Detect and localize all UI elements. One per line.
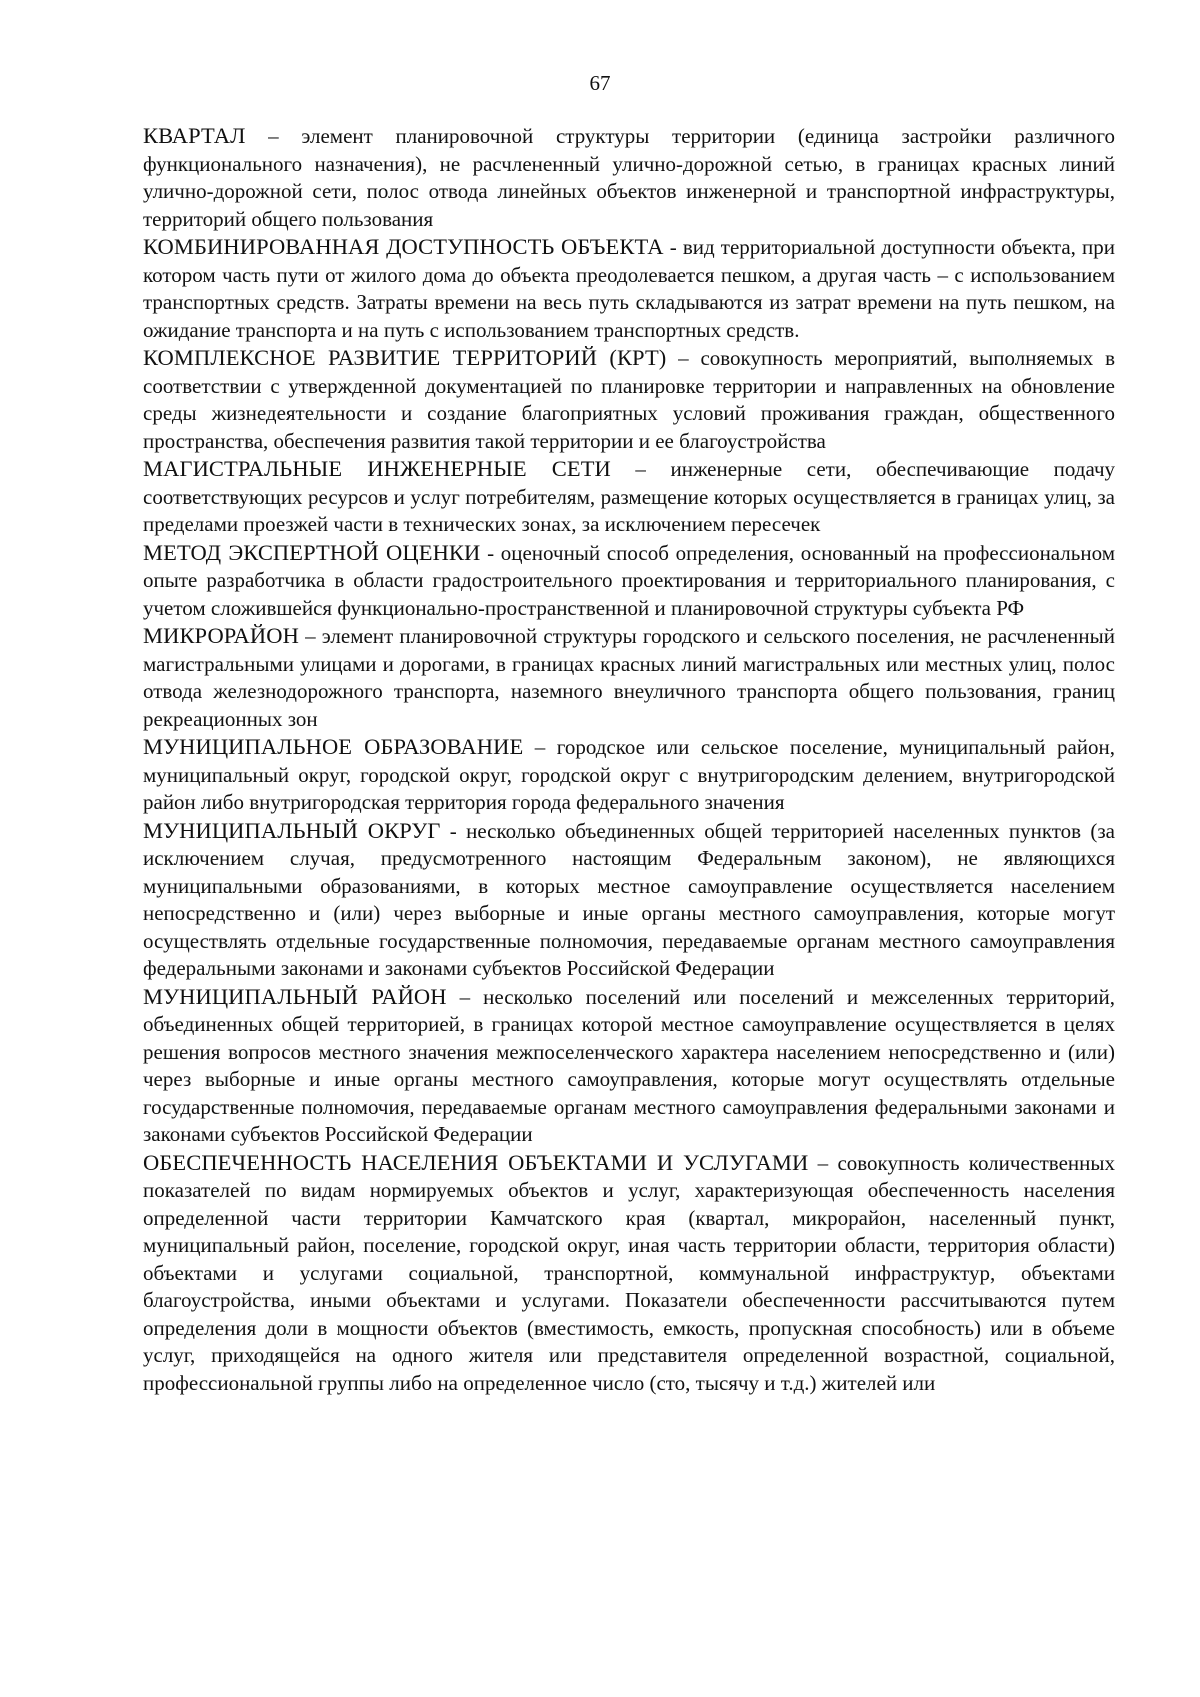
entry-separator: –	[298, 624, 322, 648]
entry-separator: -	[440, 818, 467, 843]
entry-term: КВАРТАЛ	[143, 123, 246, 148]
entry-term: МАГИСТРАЛЬНЫЕ ИНЖЕНЕРНЫЕ СЕТИ	[143, 456, 611, 481]
entry-separator: -	[663, 235, 683, 259]
entry-separator: –	[446, 984, 484, 1009]
entry-separator: –	[523, 735, 557, 759]
entry-separator: –	[808, 1150, 838, 1175]
entry-definition: инженерные сети, обеспечивающие подачу соответствующих ресурсов и услуг потребителям, размещение которых осуществляется в границах улиц, за пределами проезжей части в технических зонах, за исключением пересечек	[143, 457, 1116, 536]
entry-definition: совокупность количественных показателей по видам нормируемых объектов и услуг, характеризующая обеспеченность населения определенной части территории Камчатского края (квартал, микрорайон, населенный пункт, муниципальный район, поселение, городской округ, иная часть территории области, территория области) объектами и услугами социальной, транспортной, коммунальной инфраструктур, объектами благоустройства, иными объектами и услугами. Показатели обеспеченности рассчитываются путем определения доли в мощности объектов (вместимость, емкость, пропускная способность) или в объеме услуг, приходящейся на одного жителя или представителя определенной возрастной, социальной, профессиональной группы либо на определенное число (сто, тысячу и т.д.) жителей или	[143, 1150, 1115, 1395]
entry-definition: несколько поселений или поселений и межселенных территорий, объединенных общей территорией, в границах которой местное самоуправление осуществляется в целях решения вопросов местного значения межпоселенческого характера населением непосредственно и (или) через выборные и иные органы местного самоуправления, которые могут осуществлять отдельные государственные полномочия, передаваемые органам местного самоуправления федеральными законами и законами субъектов Российской Федерации	[143, 984, 1116, 1146]
glossary-entry-population-provision	[143, 1149, 1115, 1398]
entry-term: МЕТОД ЭКСПЕРТНОЙ ОЦЕНКИ	[143, 539, 481, 565]
glossary-entry-kvartal	[143, 122, 1115, 233]
glossary-entry-trunk-networks	[143, 455, 1115, 539]
entry-term: ОБЕСПЕЧЕННОСТЬ НАСЕЛЕНИЯ ОБЪЕКТАМИ И УСЛУГАМИ	[143, 1149, 809, 1175]
entry-definition: элемент планировочной структуры городского и сельского поселения, не расчлененный магистральными улицами и дорогами, в границах красных линий магистральных или местных улиц, полос отвода железнодорожного транспорта, наземного внеуличного транспорта общего пользования, границ рекреационных зон	[143, 624, 1116, 731]
entry-term: КОМБИНИРОВАННАЯ ДОСТУПНОСТЬ ОБЪЕКТА	[143, 234, 664, 259]
entry-term: МУНИЦИПАЛЬНЫЙ ОКРУГ	[143, 817, 441, 843]
entry-separator: -	[480, 540, 501, 565]
entry-separator: –	[666, 346, 701, 370]
glossary-entry-municipal-raion	[143, 983, 1115, 1149]
entry-term: МУНИЦИПАЛЬНЫЙ РАЙОН	[143, 983, 447, 1009]
entry-separator: –	[245, 124, 302, 148]
entry-term: КОМПЛЕКСНОЕ РАЗВИТИЕ ТЕРРИТОРИЙ (КРТ)	[143, 345, 667, 370]
entry-definition: городское или сельское поселение, муниципальный район, муниципальный округ, городской округ, городской округ с внутригородским делением, внутригородской район либо внутригородская территория города федерального значения	[143, 735, 1115, 814]
entry-separator: –	[610, 457, 671, 481]
entry-definition: вид территориальной доступности объекта, при котором часть пути от жилого дома до объекта преодолевается пешком, а другая часть – с использованием транспортных средств. Затраты времени на весь путь складываются из затрат времени на путь пешком, на ожидание транспорта и на путь с использованием транспортных средств.	[143, 235, 1115, 342]
glossary-entry-microdistrict	[143, 622, 1115, 733]
glossary-entry-complex-development	[143, 344, 1115, 455]
glossary-entry-municipal-formation	[143, 733, 1115, 817]
entry-definition: несколько объединенных общей территорией населенных пунктов (за исключением случая, предусмотренного настоящим Федеральным законом), не являющихся муниципальными образованиями, в которых местное самоуправление осуществляется населением непосредственно и (или) через выборные и иные органы местного самоуправления, которые могут осуществлять отдельные государственные полномочия, передаваемые органам местного самоуправления федеральными законами и законами субъектов Российской Федерации	[143, 818, 1116, 980]
entry-term: МИКРОРАЙОН	[143, 623, 299, 648]
page-number: 67	[589, 71, 611, 95]
glossary-entry-municipal-okrug	[143, 817, 1115, 983]
entry-definition: элемент планировочной структуры территории (единица застройки различного функционального назначения), не расчлененный улично-дорожной сетью, в границах красных линий улично-дорожной сети, полос отвода линейных объектов инженерной и транспортной инфраструктуры, территорий общего пользования	[143, 124, 1115, 231]
entry-definition: оценочный способ определения, основанный на профессиональном опыте разработчика в области градостроительного проектирования и территориального планирования, с учетом сложившейся функционально-пространственной и планировочной структуры субъекта РФ	[143, 540, 1115, 620]
entry-definition: совокупность мероприятий, выполняемых в соответствии с утвержденной документацией по планировке территории и направленных на обновление среды жизнедеятельности и создание благоприятных условий проживания граждан, общественного пространства, обеспечения развития такой территории и ее благоустройства	[143, 346, 1115, 453]
glossary-content	[143, 122, 1115, 1397]
entry-term: МУНИЦИПАЛЬНОЕ ОБРАЗОВАНИЕ	[143, 734, 524, 759]
glossary-entry-expert-method	[143, 539, 1115, 623]
glossary-entry-combined-accessibility	[143, 233, 1115, 344]
